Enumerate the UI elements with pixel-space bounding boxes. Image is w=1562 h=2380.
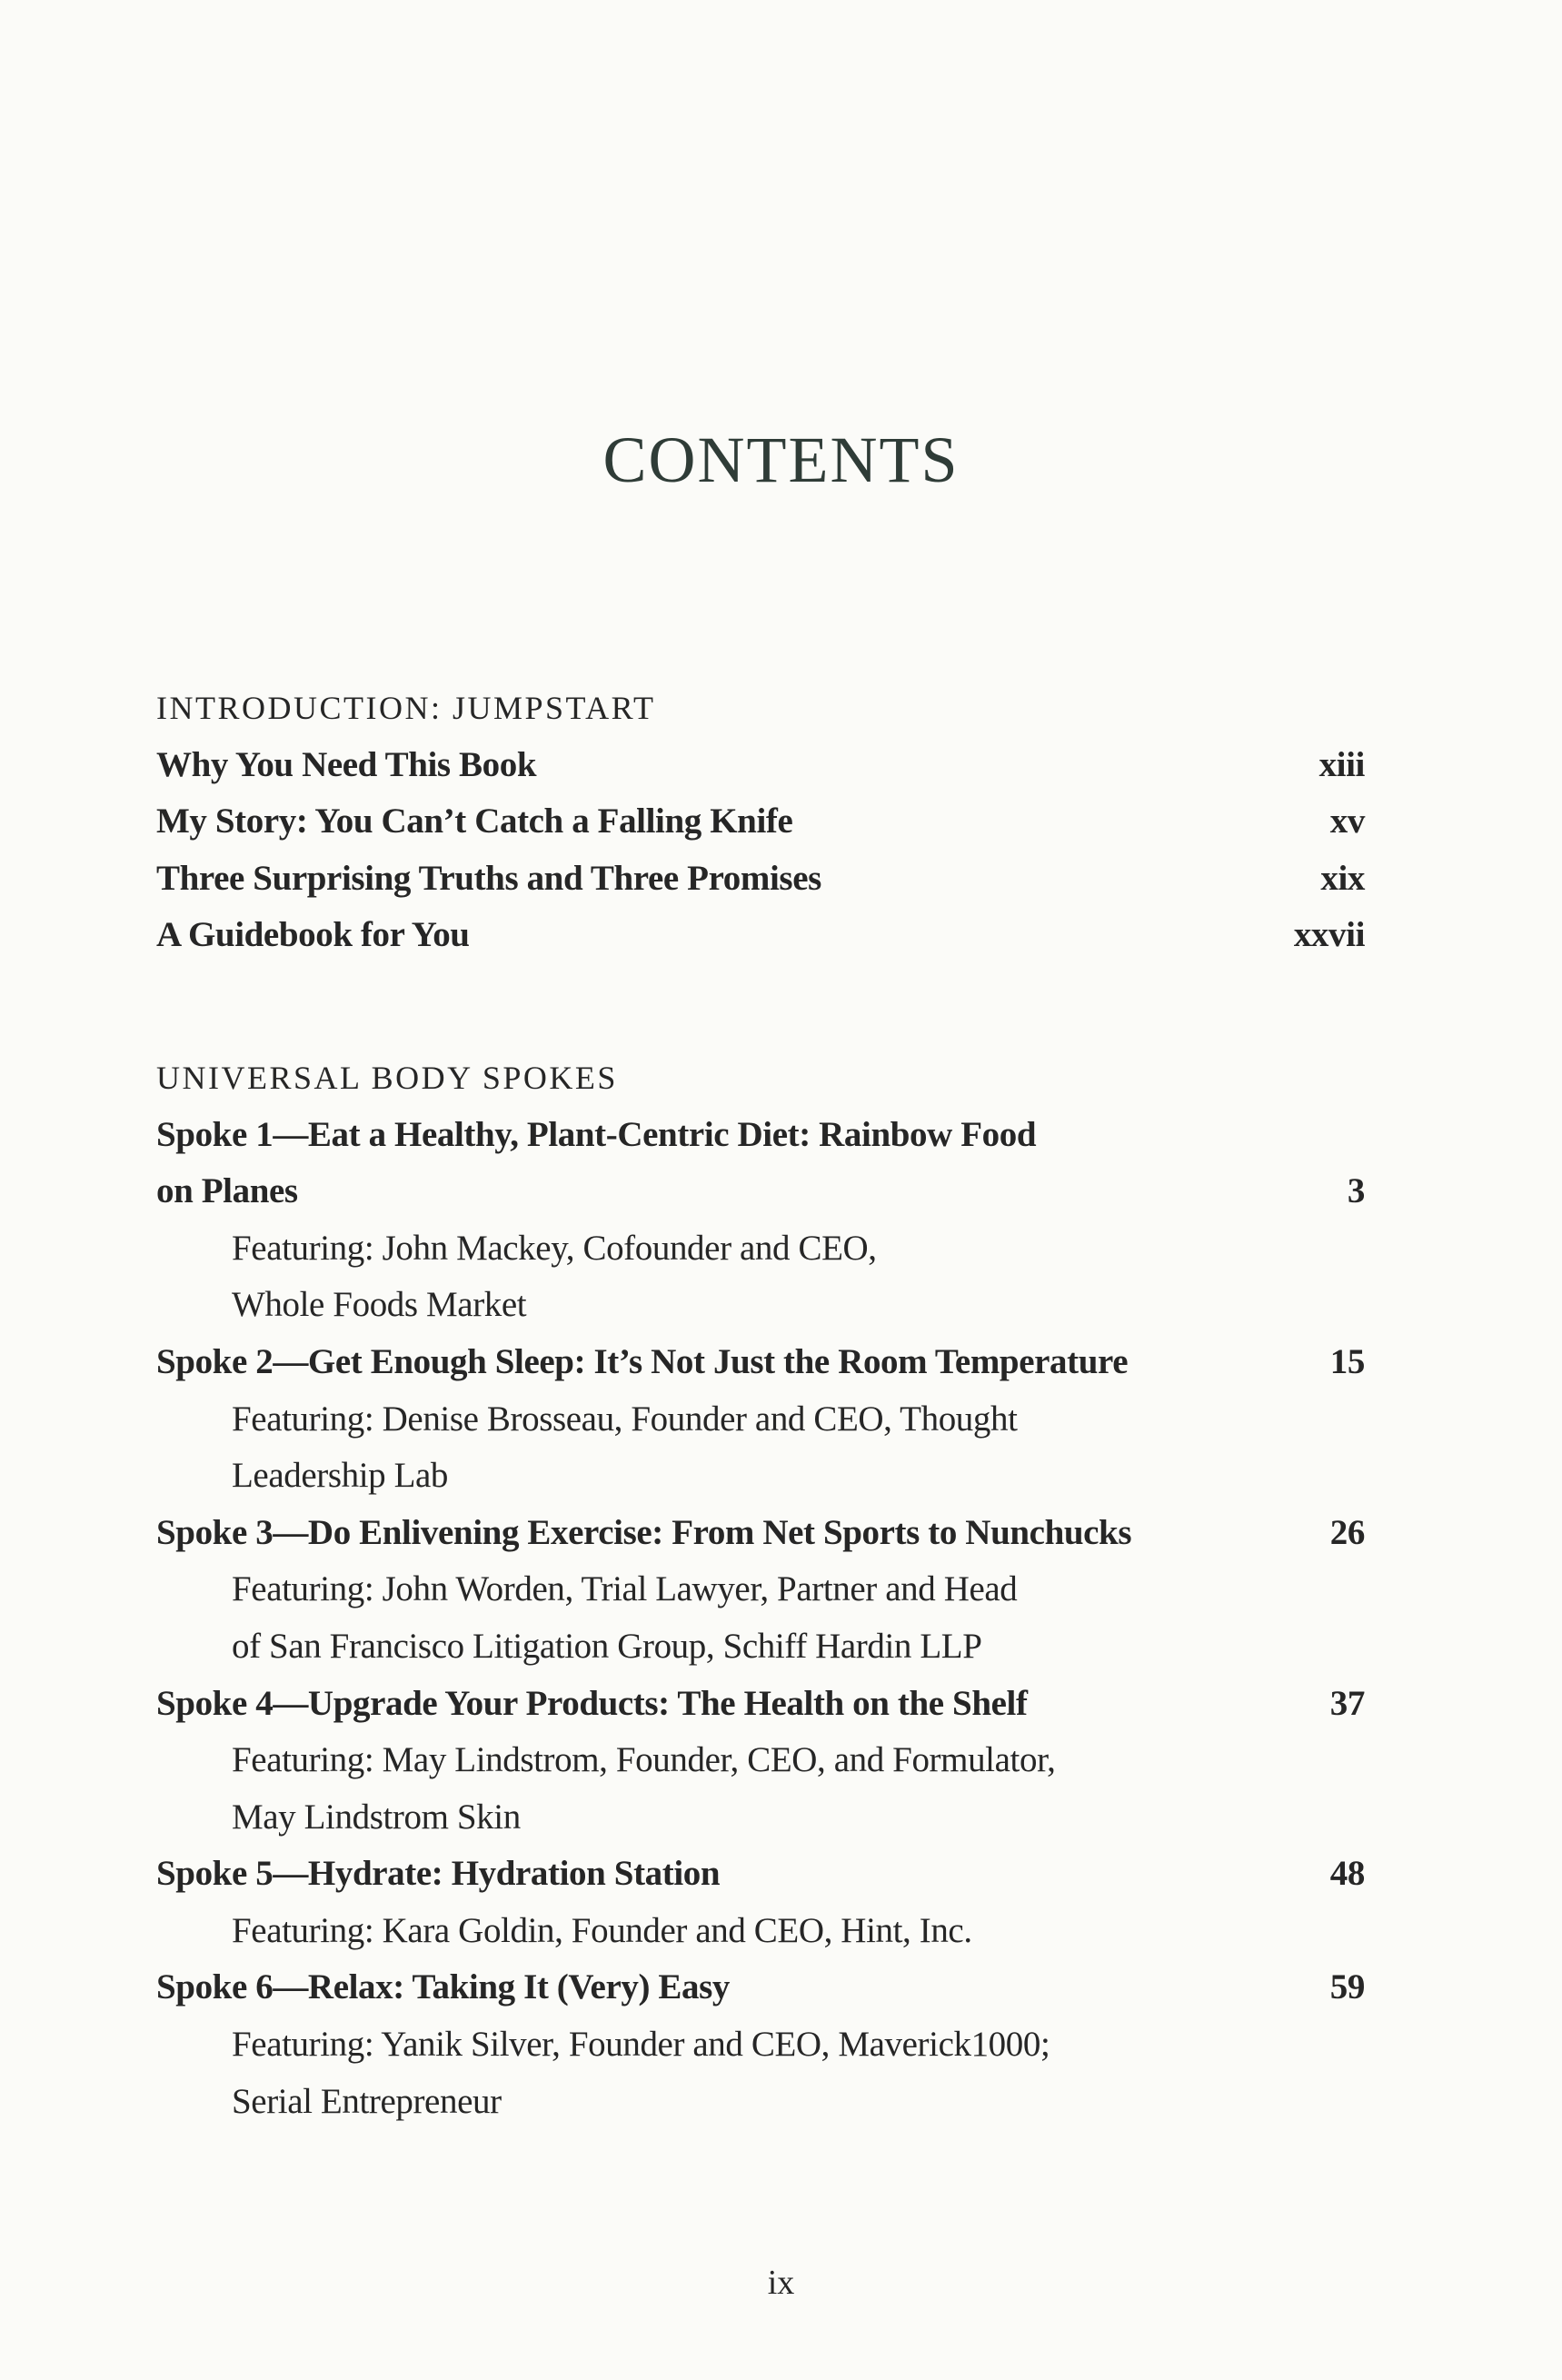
toc-entry[interactable] [156,851,1365,908]
entry-title: Spoke 3—Do Enlivening Exercise: From Net Sports to Nunchucks [156,1512,1132,1552]
entry-title: A Guidebook for You [156,915,470,955]
featuring-line: Featuring: Kara Goldin, Founder and CEO, Hint, Inc. [232,1910,972,1950]
section-heading: INTRODUCTION: JUMPSTART [156,690,656,726]
entry-title: My Story: You Can’t Catch a Falling Knife [156,802,793,841]
toc-entry[interactable] [156,1505,1365,1562]
entry-title: on Planes [156,1171,298,1211]
featuring-line: Serial Entrepreneur [232,2081,502,2121]
toc-entry[interactable]: Spoke 1—Eat a Healthy, Plant-Centric Diet: Rainbow Food [156,1114,1037,1154]
entry-title: Spoke 6—Relax: Taking It (Very) Easy [156,1967,731,2007]
toc-entry[interactable] [156,1676,1365,1733]
table-of-contents [156,680,1365,2130]
featuring-line: Featuring: John Worden, Trial Lawyer, Partner and Head [232,1569,1018,1609]
entry-page: 3 [1347,1171,1365,1211]
featuring-line: Whole Foods Market [232,1285,527,1325]
page-title: CONTENTS [602,423,960,496]
toc-entry[interactable] [156,1959,1365,2017]
entry-title: Spoke 4—Upgrade Your Products: The Health on the Shelf [156,1683,1028,1723]
entry-page: xix [1320,858,1365,898]
toc-entry[interactable] [156,737,1365,794]
featuring-line: Featuring: Yanik Silver, Founder and CEO, Maverick1000; [232,2025,1050,2065]
section-gap [156,964,1365,1050]
featuring-line: May Lindstrom Skin [232,1797,521,1837]
toc-entry-continued[interactable] [156,1163,1365,1220]
entry-page: xxvii [1293,915,1365,955]
entry-title: Three Surprising Truths and Three Promises [156,858,821,898]
entry-page: 26 [1329,1512,1365,1552]
toc-entry[interactable] [156,793,1365,851]
entry-title: Spoke 2—Get Enough Sleep: It’s Not Just the Room Temperature [156,1341,1129,1381]
entry-page: 59 [1329,1967,1365,2007]
featuring-line: Featuring: John Mackey, Cofounder and CEO, [232,1228,877,1268]
entry-page: 15 [1329,1341,1365,1381]
featuring-line: Leadership Lab [232,1456,449,1496]
entry-page: 37 [1329,1683,1365,1723]
featuring-line: Featuring: Denise Brosseau, Founder and CEO, Thought [232,1399,1018,1439]
entry-page: xiii [1318,744,1365,784]
toc-entry[interactable] [156,1846,1365,1903]
section-heading: UNIVERSAL BODY SPOKES [156,1059,618,1096]
entry-title: Spoke 5—Hydrate: Hydration Station [156,1854,721,1894]
page-number: ix [767,2264,795,2302]
toc-entry[interactable] [156,1334,1365,1391]
entry-page: 48 [1329,1854,1365,1894]
entry-title: Why You Need This Book [156,744,537,784]
featuring-line: Featuring: May Lindstrom, Founder, CEO, and Formulator, [232,1740,1056,1780]
featuring-line: of San Francisco Litigation Group, Schiff Hardin LLP [232,1626,982,1666]
entry-page: xv [1329,802,1365,841]
toc-entry[interactable] [156,907,1365,964]
